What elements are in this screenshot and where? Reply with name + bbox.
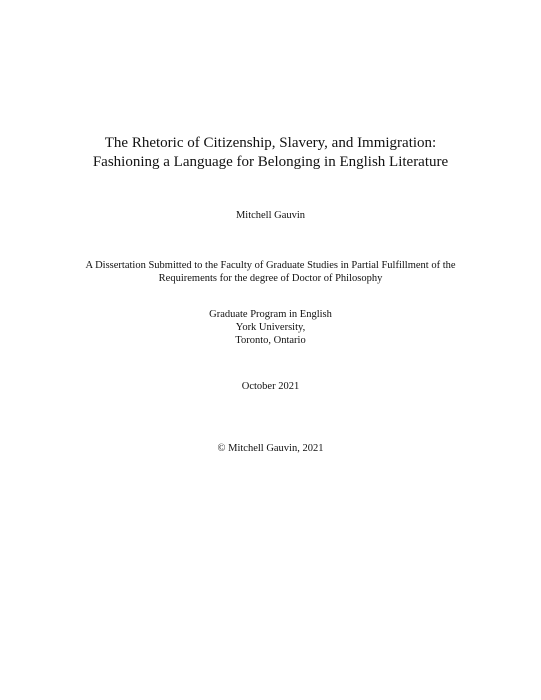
dissertation-title [0,134,541,172]
title-line-2: Fashioning a Language for Belonging in English Literature [92,154,449,170]
statement-line-2: Requirements for the degree of Doctor of Philosophy [158,273,383,284]
copyright-notice [0,442,541,455]
program-info [0,308,541,347]
copyright-line: © Mitchell Gauvin, 2021 [217,443,324,454]
date-line: October 2021 [241,381,300,392]
program-line-2: York University, [235,322,306,333]
statement-line-1: A Dissertation Submitted to the Faculty of Graduate Studies in Partial Fulfillment of the [85,260,456,271]
program-line-3: Toronto, Ontario [235,335,306,346]
submission-statement [0,259,541,285]
author-name [0,209,541,222]
author-line: Mitchell Gauvin [235,210,306,221]
program-line-1: Graduate Program in English [209,309,332,320]
title-line-1: The Rhetoric of Citizenship, Slavery, and Immigration: [104,135,437,151]
submission-date [0,380,541,393]
